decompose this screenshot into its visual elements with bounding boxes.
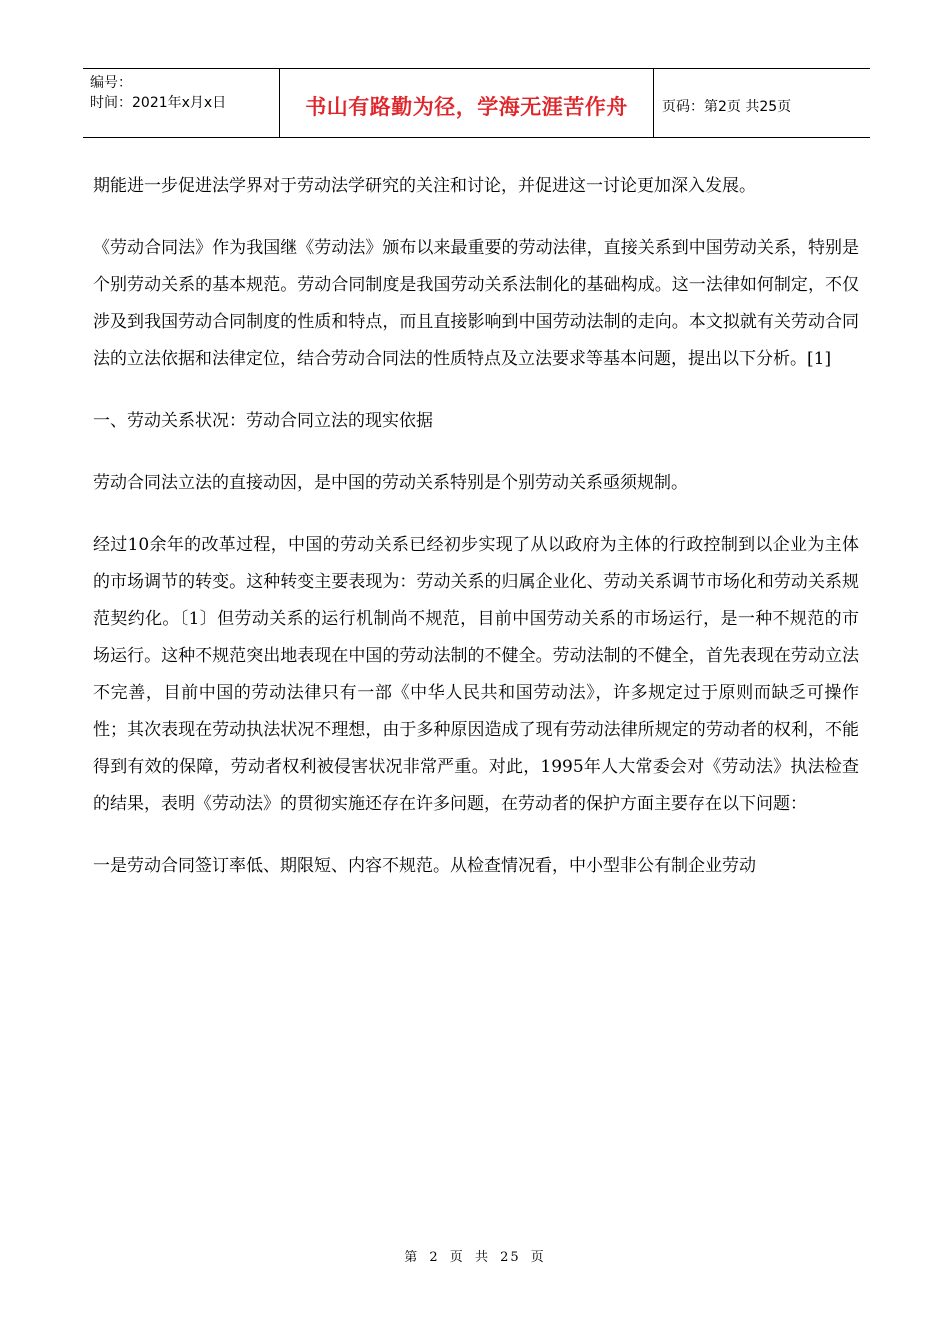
paragraph: 经过10余年的改革过程，中国的劳动关系已经初步实现了从以政府为主体的行政控制到以企业为主体的市场调节的转变。这种转变主要表现为：劳动关系的归属企业化、劳动关系调节市场化和劳动关系规范契约化。〔1〕但劳动关系的运行机制尚不规范，目前中国劳动关系的市场运行，是一种不规范的市场运行。这种不规范突出地表现在中国的劳动法制的不健全。劳动法制的不健全，首先表现在劳动立法不完善，目前中国的劳动法律只有一部《中华人民共和国劳动法》，许多规定过于原则而缺乏可操作性；其次表现在劳动执法状况不理想，由于多种原因造成了现有劳动法律所规定的劳动者的权利，不能得到有效的保障，劳动者权利被侵害状况非常严重。对此，1995年人大常委会对《劳动法》执法检查的结果，表明《劳动法》的贯彻实施还存在许多问题，在劳动者的保护方面主要存在以下问题： bbox=[93, 535, 859, 814]
paragraph: 一是劳动合同签订率低、期限短、内容不规范。从检查情况看，中小型非公有制企业劳动 bbox=[93, 856, 756, 876]
paragraph: 期能进一步促进法学界对于劳动法学研究的关注和讨论，并促进这一讨论更加深入发展。 bbox=[93, 176, 756, 196]
header-motto: 书山有路勤为径，学海无涯苦作舟 bbox=[280, 69, 654, 137]
footer-ye: 页 bbox=[530, 1250, 546, 1265]
document-date: 时间：2021年x月x日 bbox=[90, 95, 227, 111]
paragraph: 劳动合同法立法的直接动因，是中国的劳动关系特别是个别劳动关系亟须规制。 bbox=[93, 473, 688, 493]
footer-total-pages: 25 bbox=[500, 1250, 521, 1265]
header-meta bbox=[83, 69, 280, 137]
page-header bbox=[83, 68, 870, 138]
document-body bbox=[93, 168, 859, 910]
footer-ye: 页 bbox=[449, 1250, 465, 1265]
footer-di: 第 bbox=[404, 1250, 420, 1265]
section-heading: 一、劳动关系状况：劳动合同立法的现实依据 bbox=[93, 411, 433, 431]
paragraph: 《劳动合同法》作为我国继《劳动法》颁布以来最重要的劳动法律，直接关系到中国劳动关系，特别是个别劳动关系的基本规范。劳动合同制度是我国劳动关系法制化的基础构成。这一法律如何制定，不仅涉及到我国劳动合同制度的性质和特点，而且直接影响到中国劳动法制的走向。本文拟就有关劳动合同法的立法依据和法律定位，结合劳动合同法的性质特点及立法要求等基本问题，提出以下分析。[1] bbox=[93, 238, 859, 369]
document-number: 编号： bbox=[90, 75, 132, 91]
footer-page-number: 2 bbox=[429, 1250, 440, 1265]
header-page-info: 页码：第2页 共25页 bbox=[662, 99, 792, 115]
footer-gong: 共 bbox=[474, 1250, 490, 1265]
page-footer bbox=[0, 1246, 950, 1265]
